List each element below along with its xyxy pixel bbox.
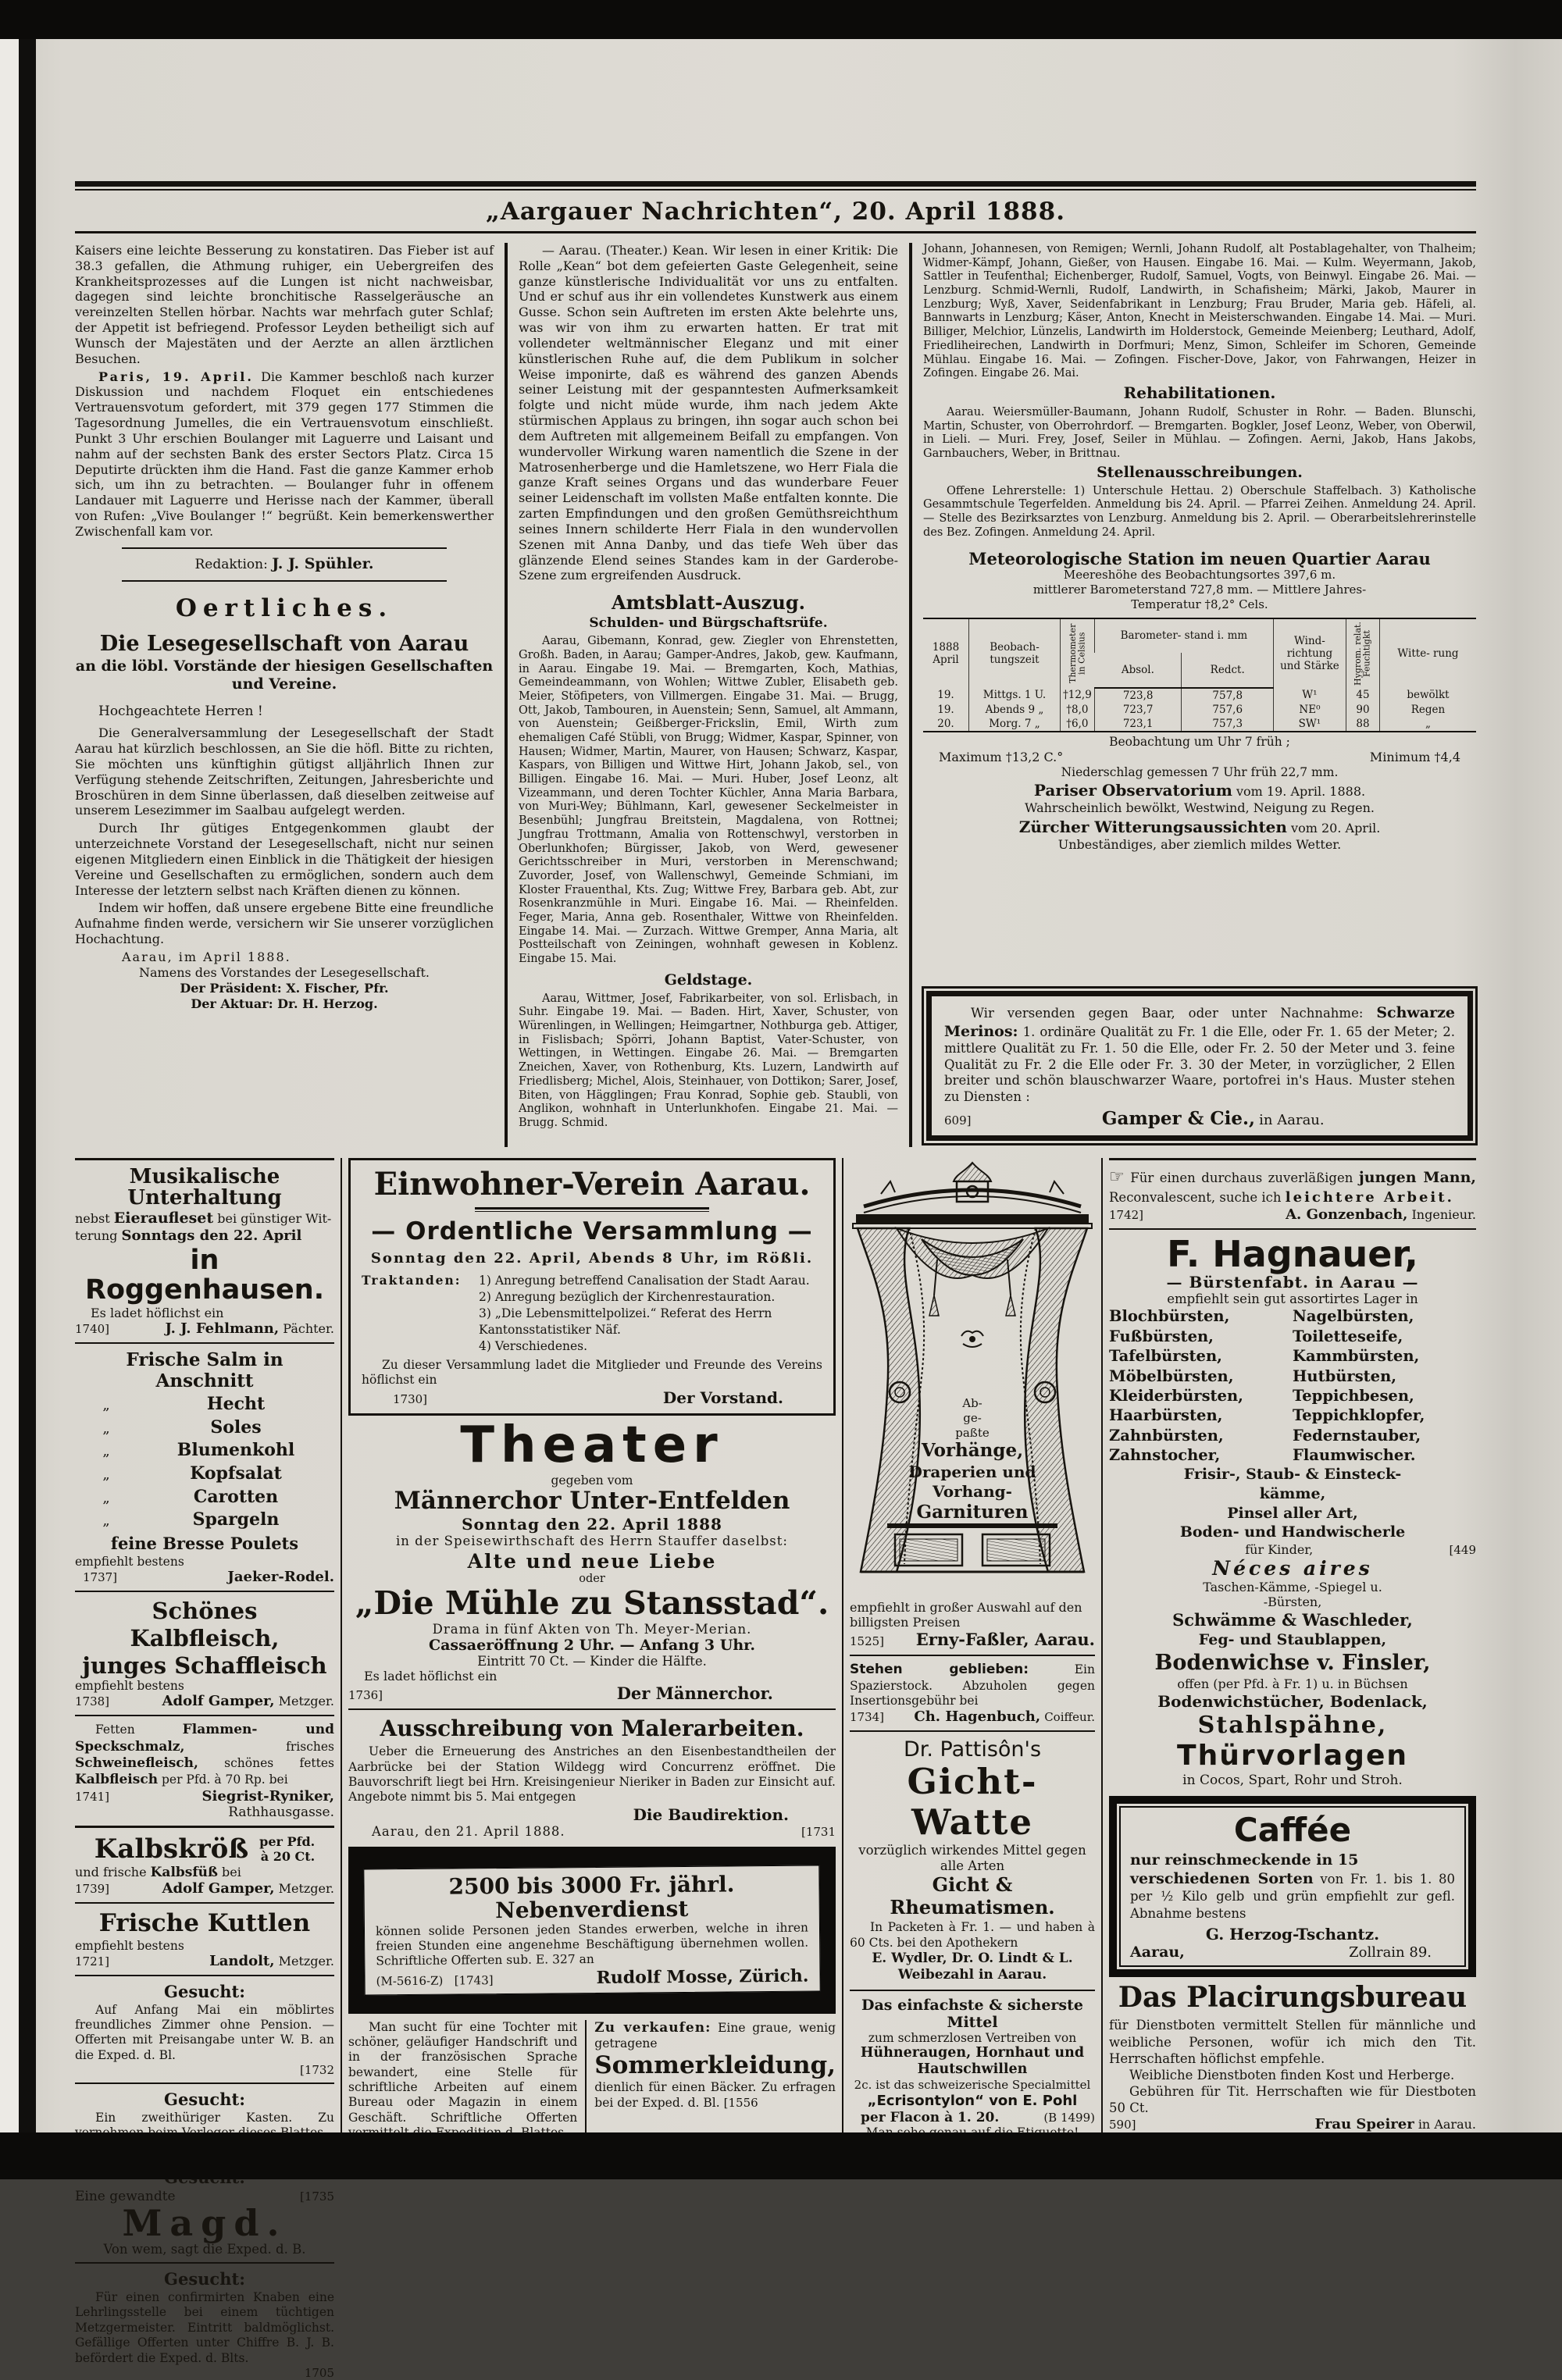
ad-kalbskroes: Kalbskröß per Pfd. à 20 Ct. und frische Kalbsfüß bei 1739] Adolf Gamper, Metzger.	[75, 1833, 334, 1897]
news-column-3	[912, 243, 1476, 1147]
divider-rule	[122, 580, 447, 582]
traktandum: 4) Verschiedenes.	[479, 1338, 588, 1353]
ad-divider	[75, 2082, 334, 2084]
ad-divider	[75, 1975, 334, 1976]
scan-bottom-edge	[0, 2132, 1562, 2179]
ad-column-divider	[842, 1158, 843, 2137]
ad-divider	[850, 1655, 1095, 1656]
rehabilitationen-list: Aarau. Weiersmüller-Baumann, Johann Rudolf, Schuster in Rohr. — Baden. Blunschi, Martin, Schuster, von Oberrohrdorf. — Bremgarten. Bogkler, Josef Leonz, Weber, von Oberwil, in Lieli. — Muri. Frey, Josef, Seiler in Mühlau. — Zofingen. Aerni, Jakob, Hans Jakobs, Garnbauchers, Weber, in Brittnau.	[923, 405, 1476, 460]
schulden-list: Aarau, Gibemann, Konrad, gew. Ziegler von Ehrenstetten, Großh. Baden, in Aarau; Gamper-Andres, Jakob, gew. Kaufmann, in Aarau. Eingabe 19. Mai. — Bremgarten, Koch, Mathias, Gemeindeammann, von Wohlen; Wittwe Zubler, Elisabeth geb. Meier, Stöfipeters, von Villmergen. Eingabe 31. Mai. — Brugg, Ott, Jakob, Tambouren, in Auenstein; Senn, Samuel, alt Ammann, von Auenstein; Geißberger-Frickslin, Emil, Wirth zum ehemaligen Café Stübli, von Brugg; Widmer, Kaspar, Spinner, von Hausen; Widmer, Martin, Maurer, von Hausen; Schwarz, Kaspar, Kaspars, von Billigen und Wittwe Hirt, Johann Jakob, sel., von Billigen. Eingabe 16. Mai. — Muri. Huber, Josef Leonz, alt Vizeammann, und deren Tochter Küchler, Anna Maria Barbara, von Muri-Wey; Bühlmann, Karl, gewesener Seckelmeister in Besenbühl; Jungfrau Breitstein, Magdalena, von Rottnei; Jungfrau Trottmann, Amalia von Rottenschwyl, verstorben in Oberlunkhofen; Bürgisser, Jakob, von Werd, gewesener Gerichtsschreiber in Muri, verstorben in Merenschwand; Zuvorder, Josef, von Wallenschwyl, Gemeinde Schmiani, im Kloster Frauenthal, Kts. Zug; Wittwe Frey, Barbara geb. Abt, zur Rosenkranzmühle in Muri. Eingabe 16. Mai. — Rheinfelden. Feger, Maria, Anna geb. Rosenthaler, Wittwe von Rheinfelden. Eingabe 14. Mai. — Zurzach. Wittwe Gremper, Anna Maria, alt Postteilschaft von Zeiningen, wohnhaft gewesen in Koblenz. Eingabe 15. Mai.	[519, 635, 898, 966]
masthead-rule-bottom	[75, 231, 1476, 233]
paris-dateline: Paris, 19. April.	[98, 369, 254, 384]
ad-gicht-watte: Dr. Pattisôn's Gicht-Watte vorzüglich wirkendes Mittel gegen alle Arten Gicht & Rheumatismen. In Packeten à Fr. 1. — und haben à 60 Cts. bei den Apothekern E. Wydler, Dr. O. Lindt & L. Weibezahl in Aarau.	[850, 1737, 1095, 1983]
letter-paragraph: Indem wir hoffen, daß unsere ergebene Bitte eine freundliche Aufnahme finden werde, versichern wir Sie unserer vorzüglichen Hochachtung.	[75, 900, 494, 946]
ad-malerarbeiten: Ausschreibung von Malerarbeiten. Ueber die Erneuerung des Anstriches an den Eisenbestandtheilen der Aarbrücke bei der Station Wildegg wird Concurrenz eröffnet. Die Bauvorschrift liegt bei Hrn. Kreisingenieur Nieriker in Baden zur Einsicht auf. Angebote nimmt bis 5. Mai entgegen Die Baudirektion. Aarau, den 21. April 1888. [1731	[348, 1716, 836, 1839]
divider-rule	[122, 547, 447, 549]
ad-divider	[75, 1826, 334, 1828]
ads-column-4	[1109, 1158, 1476, 2137]
page-title: „Aargauer Nachrichten“, 20. April 1888.	[485, 198, 1065, 226]
meteo-maxmin: Maximum †13,2 C.° Minimum †4,4	[939, 749, 1460, 764]
curtain-illustration	[850, 1158, 1095, 1595]
ad-ecrisontylon: Das einfachste & sicherste Mittel zum schmerzlosen Vertreiben von Hühneraugen, Hornhaut und Hautschwillen 2c. ist das schweizerische Specialmittel „Ecrisontylon“ von E. Pohl per Flacon à 1. 20. (B 1499)	[854, 1996, 1095, 2125]
ads-column-2	[348, 1158, 836, 2137]
heading-amtsblatt: Amtsblatt-Auszug.	[612, 591, 805, 615]
ad-kuttlen: Frische Kuttlen empfiehlt bestens 1721] Landolt, Metzger.	[75, 1909, 334, 1969]
ad-schwarze-merinos	[926, 991, 1473, 1141]
ad-divider	[348, 1708, 836, 1710]
ad-kalbfleisch: Schönes Kalbfleisch, junges Schaffleisch empfiehlt bestens 1738] Adolf Gamper, Metzger.	[75, 1597, 334, 1710]
page-content	[75, 47, 1476, 2380]
merinos-text: Wir versenden gegen Baar, oder unter Nachnahme: Schwarze Merinos: 1. ordinäre Qualität zu Fr. 1 die Elle, oder Fr. 1. 65 der Meter; 2. mittlere Qualität zu Fr. 1. 50 die Elle, oder Fr. 2. 50 der Meter und 3. feine Qualität zu Fr. 2 die Elle oder Fr. 3. 30 der Meter, in vorzüglicher, 2 Ellen breiter und schön blauschwarzer Waare, portofrei in's Haus. Muster stehen zu Diensten :	[944, 1004, 1455, 1104]
ad-hagnauer-buersten: F. Hagnauer, — Bürstenfabt. in Aarau — empfiehlt sein gut assortirtes Lager in Blochbürsten, Fußbürsten, Tafelbürsten, Möbelbürsten, Kleiderbürsten, Haarbürsten, Zahnbürsten, Zahnstocher, Nagelbürsten, Toiletteseife, Kammbürsten, Hutbürsten, Teppichbesen, Teppichklopfer, Federnstauber, Flaumwischer. Frisir-, Staub- & Einsteck- kämme, Pinsel aller Art, Boden- und Handwischerle für Kinder, [449 Néces aires Taschen-Kämme, -Spiegel u. -Bürsten, Schwämme & Waschleder, Feg- und Staublappen, Bodenwichse v. Finsler, offen (per Pfd. à Fr. 1) u. in Büchsen Bodenwichstücher, Bodenlack, Stahlspähne, Thürvorlagen in Cocos, Spart, Rohr und Stroh.	[1109, 1233, 1476, 1788]
letter-dateline: Aarau, im April 1888.	[122, 949, 291, 964]
schulden-list-continued: Johann, Johannesen, von Remigen; Wernli, Johann Rudolf, alt Postablagehalter, von Thalheim; Widmer-Kämpf, Johann, Gießer, von Hausen. Eingabe 16. Mai. — Kulm. Weyermann, Jakob, Sattler in Teufenthal; Eichenberger, Rudolf, Samuel, Vogts, von Beinwyl. Eingabe 26. Mai. — Lenzburg. Schmid-Wernli, Rudolf, Landwirth, in Schafisheim; Märki, Jakob, Maurer in Lenzburg; Wyß, Xaver, Seidenfabrikant in Lenzburg; Frau Bruder, Maria geb. Häfeli, al. Bannwarts in Lenzburg; Käser, Anton, Knecht in Meisterschwanden. Eingabe 14. Mai. — Muri. Billiger, Melchior, Lünzelis, Landwirth im Holderstock, Gemeinde Meienberg; Leuthard, Adolf, Friedliheirechen, Landwirth in Dorfmuri; Menz, Simon, Schleifer im Schoren, Gemeinde Mühlau. Eingabe 16. Mai. — Zofingen. Fischer-Dove, Jakor, von Fahrwangen, Heizer in Zofingen. Eingabe 26. Mai.	[923, 243, 1476, 380]
title-underline	[475, 1207, 709, 1212]
ad-divider	[1109, 1228, 1476, 1230]
ad-divider	[850, 1730, 1095, 1732]
letter-aktuar: Der Aktuar: Dr. H. Herzog.	[191, 996, 378, 1011]
heading-geldstage: Geldstage.	[664, 971, 753, 989]
fish-item-row: „ Blumenkohl	[102, 1440, 295, 1461]
meteo-row: 19. Mittgs. 1 U. †12,9 723,8 757,8 W¹ 45 bewölkt	[923, 688, 1476, 703]
redaktion-line: Redaktion: J. J. Spühler.	[194, 554, 374, 572]
scan-top-edge	[0, 0, 1562, 39]
ad-placirungsbureau: Das Placirungsbureau für Dienstboten vermittelt Stellen für männliche und weibliche Personen, wofür ich mich den Tit. Herrschaften höflichst empfehle. Weibliche Dienstboten finden Kost und Herberge. Gebühren für Tit. Herrschaften wie für Diestboten 50 Ct. 590] Frau Speirer in Aarau.	[1109, 1980, 1476, 2133]
ad-vorhaenge	[850, 1158, 1095, 1598]
ad-tochter-stelle: Man sucht für eine Tochter mit schöner, geläufiger Handschrift und in der französischen Sprache bewandert, eine Stelle für schriftliche Arbeiten auf einem Bureau oder Magazin in einem Geschäft. Schriftliche Offerten	[348, 2019, 578, 2125]
ad-divider	[75, 1715, 334, 1716]
news-column-2	[508, 243, 909, 1147]
brush-list-left: Blochbürsten, Fußbürsten, Tafelbürsten, Möbelbürsten, Kleiderbürsten, Haarbürsten, Zahnbürsten, Zahnstocher,	[1109, 1307, 1243, 1464]
ad-column-divider	[1101, 1158, 1103, 2137]
lesegesellschaft-title: Die Lesegesellschaft von Aarau	[99, 631, 469, 656]
ad-gesucht-magd: Eine gewandte [1735 Magd. Von wem, sagt die Exped. d. B.	[75, 2188, 334, 2257]
scan-left-edge	[19, 39, 36, 2132]
fish-item-row: „ Hecht	[102, 1393, 266, 1414]
article-kaiser: Kaisers eine leichte Besserung zu konstatiren. Das Fieber ist auf 38.3 gefallen, die Athmung ruhiger, ein Uebergreifen des Krankheitsprozesses auf die Lungen ist nicht nachweisbar, dagegen sind leichte bronchitische Rasselgeräusche an vereinzelten Stellen hörbar. Nachts war mehrfach guter Schlaf; der Appetit ist befriegend. Professor Leyden betheiligt sich auf Wunsch der Majestäten und der Aerzte an allen ärztlichen Besuchen.	[75, 243, 494, 366]
meteo-table: 1888 April Beobach- tungszeit Thermometer in Celsius Barometer- stand i. mm Wind- richtung und Stärke Hygrom. relat. Feuchtigkt Witte- rung Absol. Redct. 19. Mittgs. 1 U. †12,9 723,8 757,8 W¹ 45 bewölkt 19. Abends 9 „ †8,0 723,7 757,6 NE⁰ 90 Regen 20. Morg. 7 „ †6,0 723,1 757,3 SW¹ 88 „	[923, 618, 1476, 732]
ad-schmalz: Fetten Flammen- und Speckschmalz, frisches Schweinefleisch, schönes fettes Kalbfleisch per Pfd. à 70 Rp. bei 1741] Siegrist-Ryniker, Rathhausgasse.	[75, 1722, 334, 1821]
meteo-row: 19. Abends 9 „ †8,0 723,7 757,6 NE⁰ 90 Regen	[923, 703, 1476, 717]
ad-musikalische-unterhaltung: Musikalische Unterhaltung nebst Eieraufleset bei günstiger Wit- terung Sonntags den 22. April in Roggenhausen. Es ladet höflichst ein 1740] J. J. Fehlmann, Pächter.	[75, 1165, 334, 1337]
meteo-title: Meteorologische Station im neuen Quartier Aarau	[968, 549, 1431, 569]
news-section	[75, 243, 1476, 1147]
letter-president: Der Präsident: X. Fischer, Pfr.	[180, 980, 389, 996]
geldstage-list: Aarau, Wittmer, Josef, Fabrikarbeiter, von sol. Erlisbach, in Suhr. Eingabe 19. Mai. — Baden. Hirt, Xaver, Schuster, von Würenlingen, in Wellingen; Heimgartner, Nothburga geb. Attiger, in Fislisbach; Spörri, Johann Baptist, Vater-Schuster, von Wettingen, in Wettingen. Eingabe 26. Mai. — Bremgarten Zneichen, Xaver, von Rothenburg, Kts. Luzern, Landwirth auf Friedlisberg; Michel, Alois, Steinhauer, von Dottikon; Sarer, Josef, Biten, von Hägglingen; Frau Konrad, Sophie geb. Staubli, von Anglikon, wohnhaft in Unterlunkhofen. Eingabe 21. Mai. — Brugg. Schmid.	[519, 992, 898, 1129]
paris-observatory: Pariser Observatorium vom 19. April. 1888. Wahrscheinlich bewölkt, Westwind, Neigung zu Regen.	[1025, 780, 1375, 815]
traktandum: 2) Anregung bezüglich der Kirchenrestauration.	[479, 1290, 776, 1305]
ad-spazierstock: Stehen geblieben: Ein Spazierstock. Abzuholen gegen Insertionsgebühr bei 1734] Ch. Hagenbuch, Coiffeur.	[850, 1662, 1095, 1726]
ad-divider	[75, 2262, 334, 2264]
ad-theater: Theater gegeben vom Männerchor Unter-Entfelden Sonntag den 22. April 1888 in der Speisewirthschaft des Herrn Stauffer daselbst: Alte und neue Liebe oder „Die Mühle zu Stansstad“. Drama in fünf Akten von Th. Meyer-Merian. Cassaeröffnung 2 Uhr. — Anfang 3 Uhr. Eintritt 70 Ct. — Kinder die Hälfte. Es ladet höflichst ein 1736] Der Männerchor.	[348, 1416, 829, 1704]
article-theater-kean: — Aarau. (Theater.) Kean. Wir lesen in einer Kritik: Die Rolle „Kean“ bot dem gefeierten Gaste Gelegenheit, seine ganze künstlerische Individualität vor uns zu entfalten. Und er schuf aus ihr ein vollendetes Kunstwerk aus einem Gusse. Schon sein Auftreten im ersten Akte belehrte uns, was wir von ihm zu erwarten hatten. Er trat mit vollendeter weltmännischer Eleganz und mit einer künstlerischen Ruhe auf, die dem Publikum in solcher Weise imponirte, daß es während des ganzen Abends seiner Leistung mit der gespanntesten Aufmerksamkeit folgte und nicht müde wurde, ihm nach jedem Akte stürmischen Applaus zu bringen, ihn sogar auch schon bei dem Auftreten mit allgemeinem Beifall zu empfangen. Von wundervoller Wirkung waren namentlich die Szene in der Matrosenherberge und die Hamletszene, wo Herr Fiala die ganze Kraft seines Organs und das wunderbare Feuer seiner Leidenschaft im vollsten Maße entfalten konnte. Die zarten Empfindungen und den großen Gemüthsreichthum seines Innern schilderte Herr Fiala in den wundervollen Szenen mit Anna Danby, und das tiefe Weh über das glänzende Elend seines Standes kam in der Garderobe-Szene zum ergreifenden Ausdruck.	[519, 243, 898, 583]
ad-caffee: Caffée nur reinschmeckende in 15 verschiedenen Sorten von Fr. 1. bis 1. 80 per ½ Kilo gelb und grün empfiehlt zur gefl. Abnahme bestens G. Herzog-Tschantz. Aarau, Zollrain 89.	[1109, 1796, 1476, 1977]
heading-rehabilitationen: Rehabilitationen.	[1123, 383, 1276, 402]
ad-gesucht-kasten: Gesucht: Ein zweithüriger Kasten. Zu	[95, 2090, 334, 2125]
ad-sommerkleidung: Zu verkaufen: Eine graue, wenig getragene Sommerkleidung, dienlich für einen Bäcker. Zu erfragen bei der Exped. d. Bl. [1556	[594, 2019, 836, 2110]
fish-item-row: „ Spargeln	[102, 1509, 280, 1530]
meteo-note: Beobachtung um Uhr 7 früh ;	[1109, 734, 1290, 749]
ad-einwohner-verein: Einwohner-Verein Aarau. — Ordentliche Versammlung — Sonntag den 22. April, Abends 8 Uhr, im Rößli. Traktanden: 1) Anregung betreffend Canalisation der Stadt Aarau. 2) Anregung bezüglich der Kirchenrestauration. 3) „Die Lebensmittelpolizei.“ Referat des Herrn Kantonsstatistiker Näf. 4) Verschiedenes. Zu dieser Versammlung ladet die Mitglieder und Freunde des Vereins höflichst ein 1730] Der Vorstand.	[348, 1158, 836, 1416]
ads-column-3: Ab- ge- paßte Vorhänge, Draperien und Vorhang- Garnituren empfiehlt in großer Auswahl auf den billigsten Preisen 1525] Erny-Faßler, Aarau. Stehen geblieben: Ein Spazierstock. Abzuholen gegen Insertionsgebühr bei 1734] Ch. Hagenbuch, Coiffeur. Dr. Pattisôn's Gicht-Watte vorzüglich wirkendes Mittel gegen alle Arten Gicht & Rheumatismen. In Packeten à Fr. 1. — und haben à 60 Cts. bei den Apothekern E. Wydler, Dr. O. Lindt & L. Weibezahl in Aarau. Das einfachste & sicherste Mittel zum schmerzlosen Vertreiben von Hühneraugen, Hornhaut und Hautschwillen 2c. ist das schweizerische Specialmittel „Ecrisontylon“ von E. Pohl per Flacon à 1. 20. (B 1499)	[850, 1158, 1095, 2137]
lesegesellschaft-subtitle: an die löbl. Vorstände der hiesigen Gesellschaften und Vereine.	[75, 657, 494, 693]
brush-list-right: Nagelbürsten, Toiletteseife, Kammbürsten, Hutbürsten, Teppichbesen, Teppichklopfer, Federnstauber, Flaumwischer.	[1293, 1307, 1425, 1464]
ad-divider	[75, 1342, 334, 1344]
merinos-signature-row: 609] Gamper & Cie., in Aarau.	[944, 1108, 1325, 1129]
ad-divider	[75, 1591, 334, 1592]
ads-column-1	[75, 1158, 334, 2380]
pointing-hand-icon: ☞	[1109, 1167, 1125, 1187]
letter-paragraph: Die Generalversammlung der Lesegesellschaft der Stadt Aarau hat kürzlich beschlossen, an Sie die höfl. Bitte zu richten, Sie möchten uns künftighin gütigst alljährlich Ihnen zur Verfügung stehende Zeitschriften, Zeitungen, Jahresberichte und Broschüren in dem Sinne überlassen, daß dieselben zeitweise auf unserem Lesezimmer im Saalbau aufgelegt werden.	[75, 725, 494, 818]
heading-stellen: Stellenausschreibungen.	[1097, 463, 1303, 481]
letter-signature: Namens des Vorstandes der Lesegesellschaft.	[139, 964, 430, 980]
ad-frische-salm: Frische Salm in Anschnitt „ Hecht „ Soles „ Blumenkohl „ Kopfsalat „ Carotten „ Spargeln feine Bresse Poulets empfiehlt bestens 1737] Jaeker-Rodel.	[75, 1349, 334, 1585]
meteo-report	[923, 542, 1476, 853]
ads-section	[75, 1158, 1476, 2380]
roggenhausen-line: in Roggenhausen.	[85, 1244, 324, 1306]
fish-item-row: „ Soles	[102, 1416, 262, 1438]
letter-paragraph: Durch Ihr gütiges Entgegenkommen glaubt der unterzeichnete Vorstand der Lesegesellschaft, nicht nur seinen eigenen Mitgliedern einen Einblick in die Thätigkeit der hiesigen Vereine und Gesellschaften zu ermöglichen, sondern auch dem Interesse der letztern selbst nach Kräften dienen zu können.	[75, 821, 494, 898]
traktandum: 3) „Die Lebensmittelpolizei.“ Referat des Herrn Kantonsstatistiker Näf.	[479, 1306, 772, 1337]
meteo-rain: Niederschlag gemessen 7 Uhr früh 22,7 mm.	[1061, 764, 1339, 779]
ad-gesucht-zimmer: Gesucht: Auf Anfang Mai ein möblirtes freundliches Zimmer ohne Pension. — Offerten mit Preisangabe unter W. B. an die Exped. d. Bl. [1732	[75, 1981, 334, 2078]
masthead-rule-thick	[75, 181, 1476, 187]
curtain-caption: Ab- ge- paßte Vorhänge, Draperien und Vorhang- Garnituren	[908, 1396, 1036, 1523]
ad-divider	[850, 1990, 1095, 1991]
news-column-1	[75, 243, 505, 1147]
article-paris: Paris, 19. April. Die Kammer beschloß nach kurzer Diskussion und nachdem Floquet ein entschiedenes Vertrauensvotum gefordert, mit 379 gegen 177 Stimmen die Tagesordnung Jumelles, die ein Vertrauensvotum einschließt. Punkt 3 Uhr erschien Boulanger mit Laguerre und Laisant und nahm auf der sechsten Bank des erster Sectors Platz. Circa 15 Deputirte drückten ihm die Hand. Fast die ganze Kammer erhob sich, um ihn zu betrachten. — Boulanger fuhr in offenem Landauer mit Laguerre und Herisse nach der Kammer, überall von Rufen: „Vive Boulanger !“ begrüßt. Kein bemerkenswerther Zwischenfall kam vor.	[75, 369, 494, 539]
salutation: Hochgeachtete Herren !	[98, 704, 263, 720]
heading-schulden: Schulden- und Bürgschaftsrüfe.	[589, 615, 828, 632]
zurich-forecast: Zürcher Witterungsaussichten vom 20. April. Unbeständiges, aber ziemlich mildes Wetter.	[1018, 817, 1381, 852]
stellen-list: Offene Lehrerstelle: 1) Unterschule Hettau. 2) Oberschule Staffelbach. 3) Katholische Gesammtschule Tegerfelden. Anmeldung bis 24. April. — Pfarrei Zeihen. Anmeldung 24. April. — Stelle des Bezirksarztes von Lenzburg. Anmeldung bis 2. April. — Oberarbeitslehrerinstelle des Bez. Zofingen. Anmeldung 24. April.	[923, 484, 1476, 539]
ad-leichtere-arbeit: ☞ Für einen durchaus zuverläßigen jungen Mann, Reconvalescent, suche ich leichtere Arbeit. 1742] A. Gonzenbach, Ingenieur.	[1109, 1167, 1476, 1224]
meteo-subtitle: Meereshöhe des Beobachtungsortes 397,6 m. mittlerer Barometerstand 727,8 mm. — Mittlere Jahres- Temperatur †8,2° Cels.	[1032, 568, 1367, 611]
ad-divider	[75, 1902, 334, 1904]
ad-gesucht-lehrling: Gesucht: Für einen confirmirten Knaben eine Lehrlingsstelle bei einem tüchtigen Metzgermeister. Eintritt baldmöglichst. Gefällige Offerten unter Chiffre B. J. B. befördert die Exped. d. Blts. 1705	[75, 2269, 334, 2380]
fish-item-row: „ Kopfsalat	[102, 1463, 282, 1484]
scan-left-margin	[0, 39, 19, 2132]
meteo-row: 20. Morg. 7 „ †6,0 723,1 757,3 SW¹ 88 „	[923, 717, 1476, 732]
fish-item-row: „ Carotten	[102, 1486, 279, 1507]
traktandum: 1) Anregung betreffend Canalisation der Stadt Aarau.	[479, 1274, 810, 1288]
masthead	[75, 181, 1476, 233]
section-heading-oertliches: Oertliches.	[175, 593, 394, 622]
ad-row-bottom	[348, 2020, 836, 2141]
ad-rudolf-mosse: 2500 bis 3000 Fr. jährl. Nebenverdienst können solide Personen jeden Standes erwerben, welche in ihren freien Stunden eine angenehme Beschäftigung übernehmen wollen. Schriftliche Offerten sub. E. 327 an (M-5616-Z) [1743] Rudolf Mosse, Zürich.	[348, 1847, 836, 2014]
ad-column-divider	[341, 1158, 342, 2137]
